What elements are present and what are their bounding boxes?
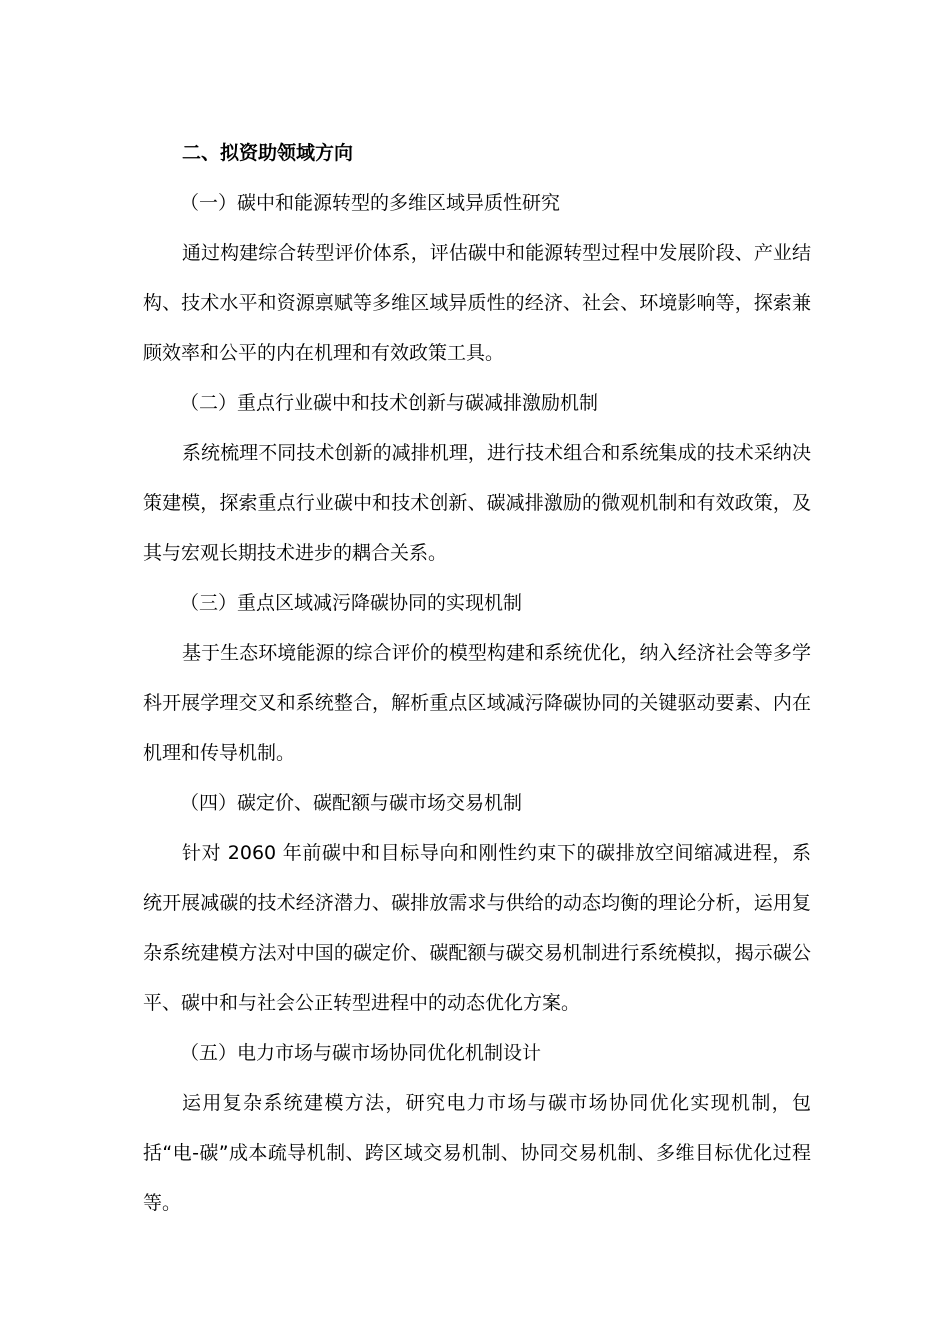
subsection-title-3: （三）重点区域减污降碳协同的实现机制 [180,592,523,614]
subsection-title-5: （五）电力市场与碳市场协同优化机制设计 [180,1042,542,1064]
subsection-title-4: （四）碳定价、碳配额与碳市场交易机制 [180,792,523,814]
subsection-title-1: （一）碳中和能源转型的多维区域异质性研究 [180,192,561,214]
subsection-body-5: 运用复杂系统建模方法，研究电力市场与碳市场协同优化实现机制，包括“电-碳”成本疏导机制、跨区域交易机制、协同交易机制、多维目标优化过程等。 [143,1092,811,1214]
document-content [143,128,811,1228]
subsection-body-1: 通过构建综合转型评价体系，评估碳中和能源转型过程中发展阶段、产业结构、技术水平和资源禀赋等多维区域异质性的经济、社会、环境影响等，探索兼顾效率和公平的内在机理和有效政策工具。 [143,242,811,364]
subsection-body-2: 系统梳理不同技术创新的减排机理，进行技术组合和系统集成的技术采纳决策建模，探索重点行业碳中和技术创新、碳减排激励的微观机制和有效政策，及其与宏观长期技术进步的耦合关系。 [143,442,811,564]
subsection-body-4: 针对 2060 年前碳中和目标导向和刚性约束下的碳排放空间缩减进程，系统开展减碳的技术经济潜力、碳排放需求与供给的动态均衡的理论分析，运用复杂系统建模方法对中国的碳定价、碳配额与碳交易机制进行系统模拟，揭示碳公平、碳中和与社会公正转型进程中的动态优化方案。 [143,842,811,1014]
subsection-title-2: （二）重点行业碳中和技术创新与碳减排激励机制 [180,392,599,414]
subsection-body-3: 基于生态环境能源的综合评价的模型构建和系统优化，纳入经济社会等多学科开展学理交叉和系统整合，解析重点区域减污降碳协同的关键驱动要素、内在机理和传导机制。 [143,642,811,764]
section-heading: 二、拟资助领域方向 [182,142,354,164]
